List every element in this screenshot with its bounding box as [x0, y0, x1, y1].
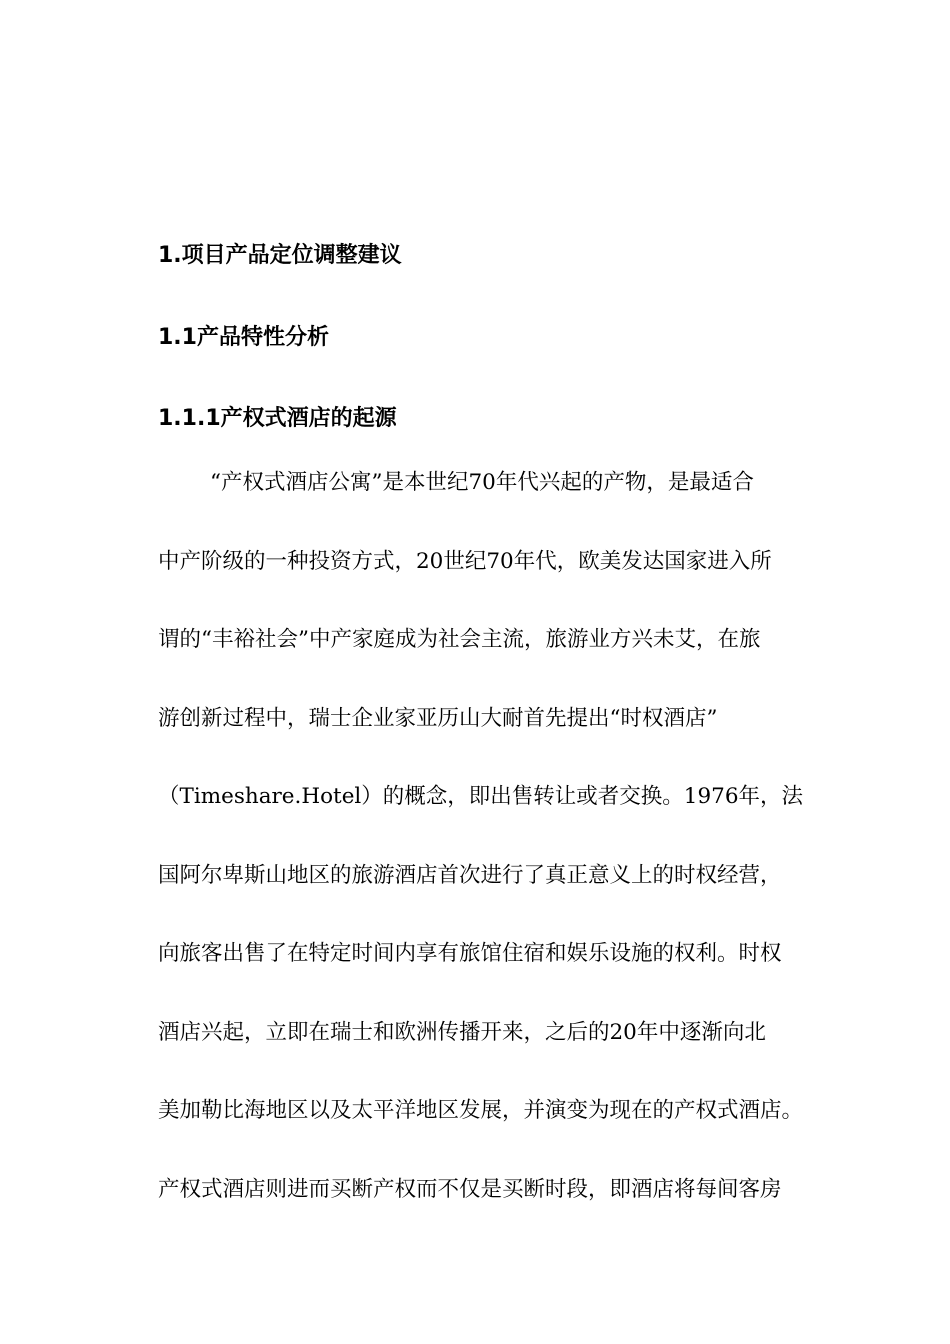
paragraph-line: 谓的“丰裕社会”中产家庭成为社会主流，旅游业方兴未艾，在旅 [158, 627, 761, 652]
body-paragraph [158, 463, 818, 1248]
paragraph-line: 国阿尔卑斯山地区的旅游酒店首次进行了真正意义上的时权经营， [158, 862, 782, 888]
section-heading-1-1: 1.1产品特性分析 [158, 325, 329, 350]
paragraph-line: “产权式酒店公寓”是本世纪70年代兴起的产物，是最适合 [210, 470, 754, 495]
paragraph-line: 酒店兴起，立即在瑞士和欧洲传播开来，之后的20年中逐渐向北 [158, 1019, 766, 1045]
paragraph-line: 向旅客出售了在特定时间内享有旅馆住宿和娱乐设施的权利。时权 [158, 941, 782, 966]
paragraph-line: 中产阶级的一种投资方式，20世纪70年代，欧美发达国家进入所 [158, 548, 772, 574]
section-heading-1-1-1: 1.1.1产权式酒店的起源 [158, 406, 397, 431]
paragraph-line: 产权式酒店则进而买断产权而不仅是买断时段，即酒店将每间客房 [158, 1176, 782, 1202]
paragraph-line: （Timeshare.Hotel）的概念，即出售转让或者交换。1976年，法 [158, 784, 804, 809]
paragraph-line: 游创新过程中，瑞士企业家亚历山大耐首先提出“时权酒店” [158, 705, 718, 731]
section-heading-1: 1.项目产品定位调整建议 [158, 243, 402, 268]
paragraph-line: 美加勒比海地区以及太平洋地区发展，并演变为现在的产权式酒店。 [158, 1098, 804, 1123]
